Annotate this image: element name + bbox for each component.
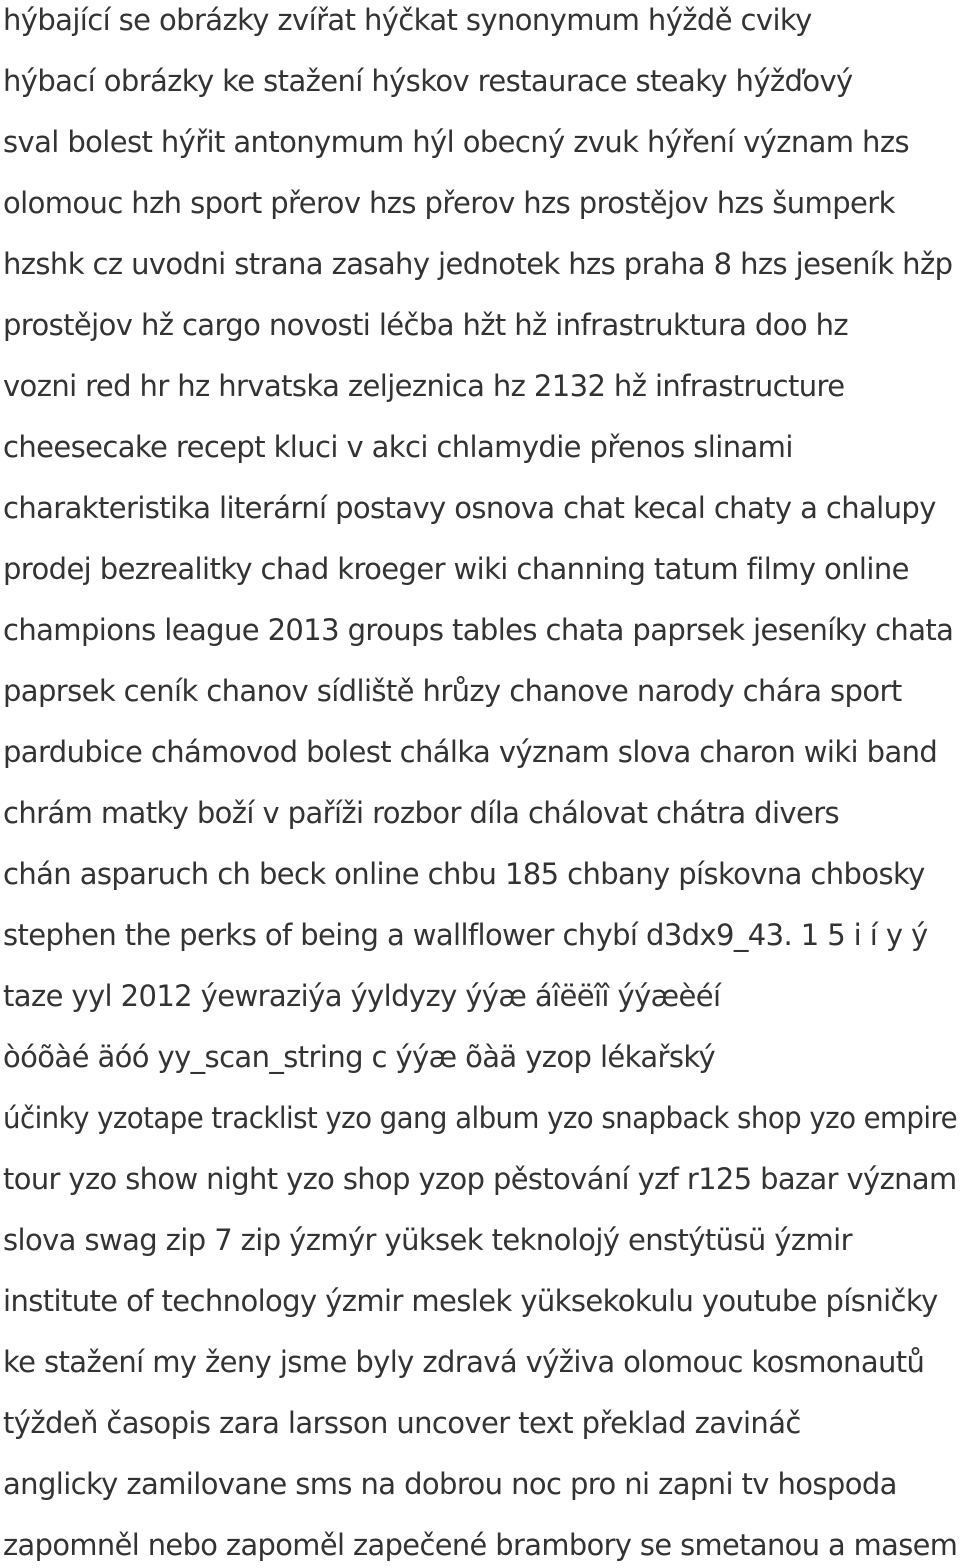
text-line: hýbající se obrázky zvířat hýčkat synonymum hýždě cviky [3,3,812,37]
text-line: olomouc hzh sport přerov hzs přerov hzs prostějov hzs šumperk [3,186,895,220]
text-line: tour yzo show night yzo shop yzop pěstování yzf r125 bazar význam [3,1162,957,1196]
text-line: paprsek ceník chanov sídliště hrůzy chanove narody chára sport [3,674,902,708]
text-line: prodej bezrealitky chad kroeger wiki channing tatum filmy online [3,552,909,586]
text-line: týždeň časopis zara larsson uncover text překlad zavináč [3,1406,801,1440]
text-line: pardubice chámovod bolest chálka význam slova charon wiki band [3,735,938,769]
text-line: účinky yzotape tracklist yzo gang album yzo snapback shop yzo empire [3,1101,958,1135]
text-line: hzshk cz uvodni strana zasahy jednotek hzs praha 8 hzs jeseník hžp [3,247,953,281]
text-line: anglicky zamilovane sms na dobrou noc pro ni zapni tv hospoda [3,1467,897,1501]
text-line: chán asparuch ch beck online chbu 185 chbany pískovna chbosky [3,857,925,891]
text-line: slova swag zip 7 zip ýzmýr yüksek teknolojý enstýtüsü ýzmir [3,1223,852,1257]
text-line: champions league 2013 groups tables chata paprsek jeseníky chata [3,613,954,647]
text-line: chrám matky boží v paříži rozbor díla chálovat chátra divers [3,796,840,830]
text-line: institute of technology ýzmir meslek yüksekokulu youtube písničky [3,1284,938,1318]
text-line: charakteristika literární postavy osnova chat kecal chaty a chalupy [3,491,936,525]
text-line: prostějov hž cargo novosti léčba hžt hž infrastruktura doo hz [3,308,848,342]
text-line: stephen the perks of being a wallflower chybí d3dx9_43. 1 5 i í y ý [3,918,928,952]
text-line: hýbací obrázky ke stažení hýskov restaurace steaky hýžďový [3,64,853,98]
text-line: cheesecake recept kluci v akci chlamydie přenos slinami [3,430,793,464]
text-line: zapomněl nebo zapoměl zapečené brambory se smetanou a masem [3,1528,958,1562]
text-line: vozni red hr hz hrvatska zeljeznica hz 2132 hž infrastructure [3,369,845,403]
text-line: sval bolest hýřit antonymum hýl obecný zvuk hýření význam hzs [3,125,909,159]
text-line: ke stažení my ženy jsme byly zdravá výživa olomouc kosmonautů [3,1345,925,1379]
text-line: òóõàé äóó yy_scan_string c ýýæ õàä yzop lékařský [3,1040,716,1074]
text-line: taze yyl 2012 ýewraziýa ýyldyzy ýýæ áîëëîî ýýæèéí [3,979,721,1013]
